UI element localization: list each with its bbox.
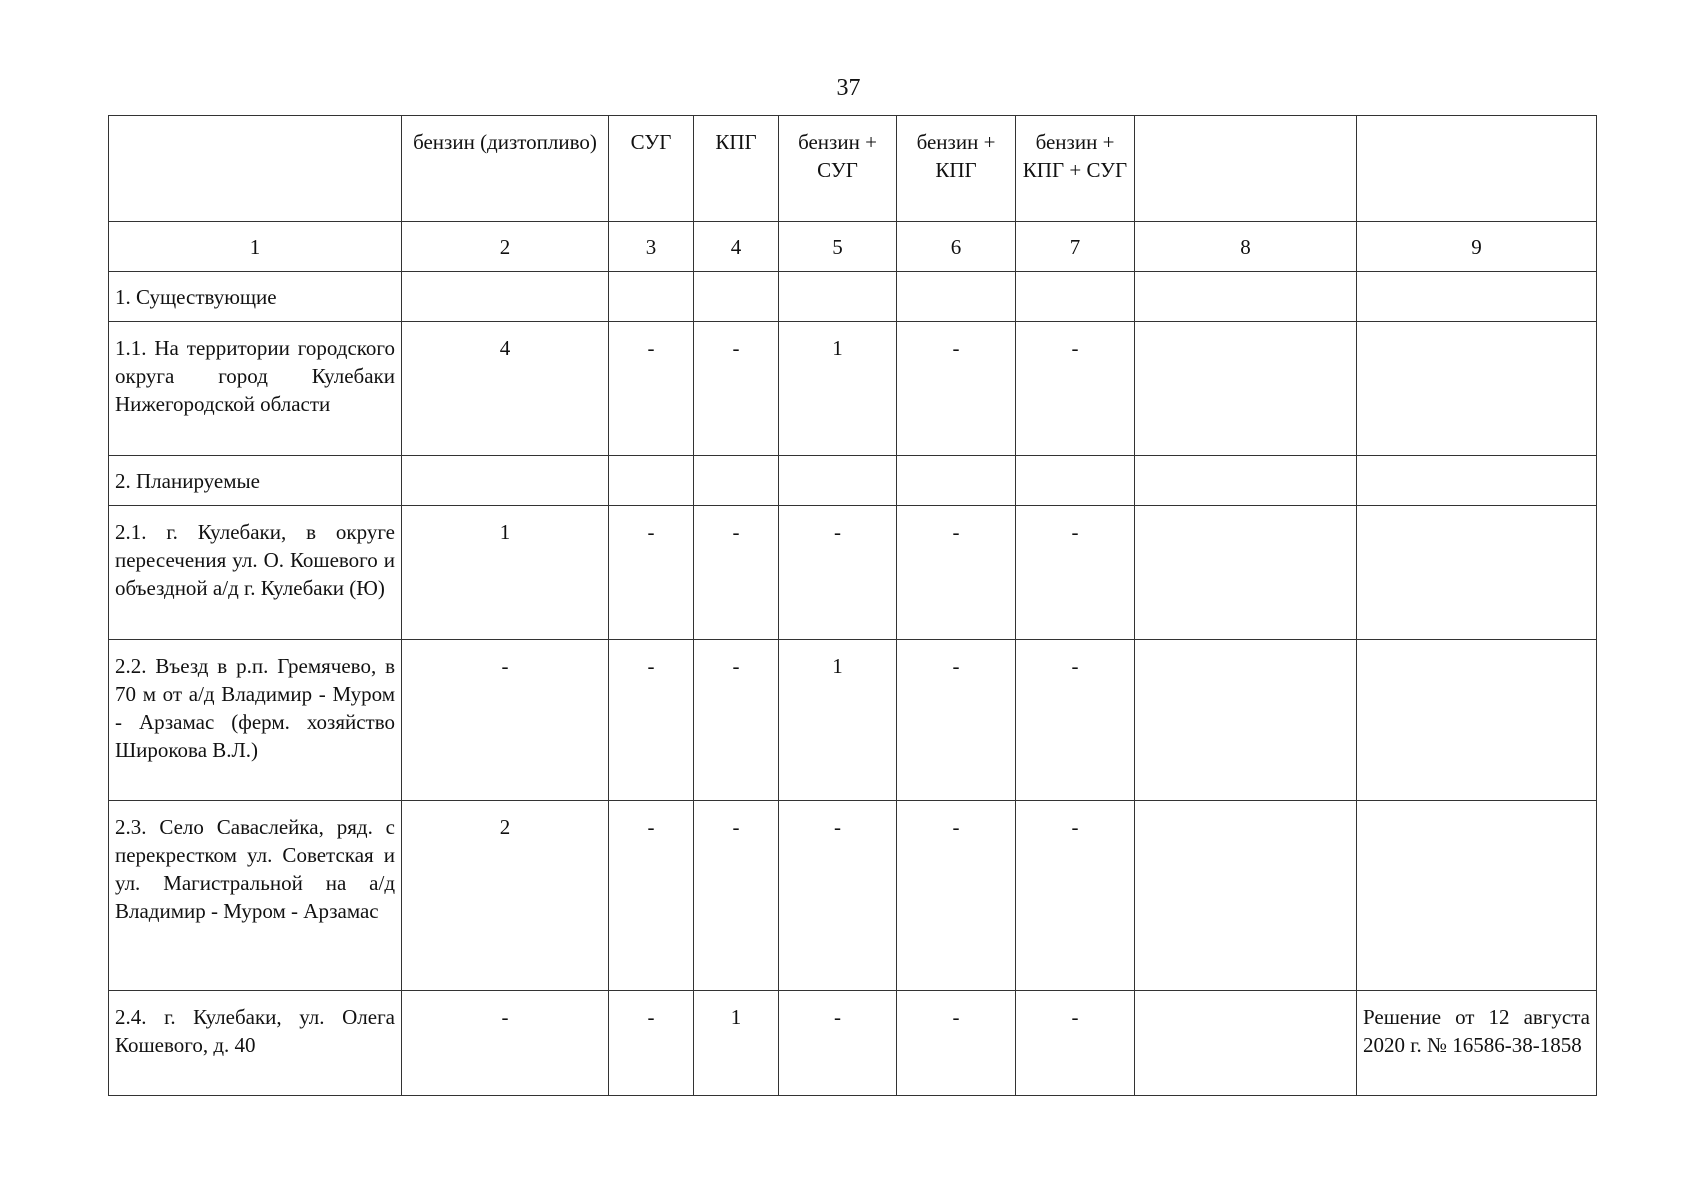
table-cell	[1016, 456, 1135, 506]
table-cell: 1	[402, 506, 609, 640]
note-cell	[1357, 640, 1597, 801]
table-section-row	[109, 456, 1597, 506]
table-cell: -	[897, 801, 1016, 991]
table-cell: 1	[779, 322, 897, 456]
table-cell	[402, 272, 609, 322]
table-cell: -	[1016, 640, 1135, 801]
table-cell	[1135, 506, 1357, 640]
column-number-cell: 4	[694, 222, 779, 272]
header-cell: бензин + СУГ	[779, 116, 897, 222]
table-cell: -	[694, 506, 779, 640]
table-cell	[779, 272, 897, 322]
table-cell	[1357, 456, 1597, 506]
table-cell: 1	[694, 991, 779, 1096]
header-cell: бензин + КПГ + СУГ	[1016, 116, 1135, 222]
table-cell: -	[609, 640, 694, 801]
table-cell	[779, 456, 897, 506]
note-cell	[1357, 506, 1597, 640]
table-cell: -	[1016, 506, 1135, 640]
table-cell: -	[779, 801, 897, 991]
fuel-stations-table	[108, 115, 1597, 1096]
header-cell	[1135, 116, 1357, 222]
table-cell	[1135, 991, 1357, 1096]
table-cell	[1135, 801, 1357, 991]
table-cell: -	[779, 991, 897, 1096]
table-cell: -	[897, 640, 1016, 801]
table-cell: -	[897, 506, 1016, 640]
column-number-row	[109, 222, 1597, 272]
table-row	[109, 991, 1597, 1096]
table-cell	[1135, 272, 1357, 322]
table-cell	[694, 456, 779, 506]
table-cell: -	[402, 640, 609, 801]
header-cell	[1357, 116, 1597, 222]
table-row	[109, 322, 1597, 456]
table-cell: -	[402, 991, 609, 1096]
column-number-cell: 6	[897, 222, 1016, 272]
location-cell: 2.4. г. Кулебаки, ул. Олега Кошевого, д. 40	[109, 991, 402, 1096]
table-cell: -	[694, 322, 779, 456]
note-cell	[1357, 322, 1597, 456]
table-cell: -	[897, 991, 1016, 1096]
table-cell: -	[609, 322, 694, 456]
location-cell: 2.3. Село Саваслейка, ряд. с перекрестком ул. Советская и ул. Магистральной на а/д Владимир - Муром - Арзамас	[109, 801, 402, 991]
section-title-cell: 2. Планируемые	[109, 456, 402, 506]
header-cell: бензин + КПГ	[897, 116, 1016, 222]
table-cell: -	[897, 322, 1016, 456]
location-cell: 2.1. г. Кулебаки, в округе пересечения ул. О. Кошевого и объездной а/д г. Кулебаки (Ю)	[109, 506, 402, 640]
table-cell	[897, 456, 1016, 506]
column-number-cell: 2	[402, 222, 609, 272]
column-number-cell: 7	[1016, 222, 1135, 272]
table-cell: 4	[402, 322, 609, 456]
table-cell: 2	[402, 801, 609, 991]
table-cell	[1016, 272, 1135, 322]
table-cell	[1135, 322, 1357, 456]
note-cell: Решение от 12 августа 2020 г. № 16586-38-1858	[1357, 991, 1597, 1096]
table-cell: -	[1016, 322, 1135, 456]
table-cell: 1	[779, 640, 897, 801]
table-cell: -	[609, 801, 694, 991]
table-cell: -	[609, 991, 694, 1096]
header-cell: СУГ	[609, 116, 694, 222]
column-number-cell: 5	[779, 222, 897, 272]
table-cell: -	[694, 640, 779, 801]
page-number: 37	[836, 75, 861, 101]
table-cell: -	[609, 506, 694, 640]
table-row	[109, 506, 1597, 640]
table-cell	[694, 272, 779, 322]
table-cell: -	[694, 801, 779, 991]
header-cell: бензин (дизтопливо)	[402, 116, 609, 222]
header-cell	[109, 116, 402, 222]
table-cell	[1357, 272, 1597, 322]
location-cell: 1.1. На территории городского округа город Кулебаки Нижегородской области	[109, 322, 402, 456]
table-cell: -	[779, 506, 897, 640]
table-row	[109, 640, 1597, 801]
table-cell	[897, 272, 1016, 322]
table-cell	[1135, 640, 1357, 801]
column-number-cell: 9	[1357, 222, 1597, 272]
section-title-cell: 1. Существующие	[109, 272, 402, 322]
table-cell	[1135, 456, 1357, 506]
table-row	[109, 801, 1597, 991]
table-cell	[609, 272, 694, 322]
table-header-row	[109, 116, 1597, 222]
column-number-cell: 1	[109, 222, 402, 272]
location-cell: 2.2. Въезд в р.п. Гремячево, в 70 м от а/д Владимир - Муром - Арзамас (ферм. хозяйство Широкова В.Л.)	[109, 640, 402, 801]
table-cell: -	[1016, 801, 1135, 991]
table-cell	[609, 456, 694, 506]
table-cell	[402, 456, 609, 506]
column-number-cell: 3	[609, 222, 694, 272]
table-section-row	[109, 272, 1597, 322]
note-cell	[1357, 801, 1597, 991]
table-cell: -	[1016, 991, 1135, 1096]
header-cell: КПГ	[694, 116, 779, 222]
column-number-cell: 8	[1135, 222, 1357, 272]
